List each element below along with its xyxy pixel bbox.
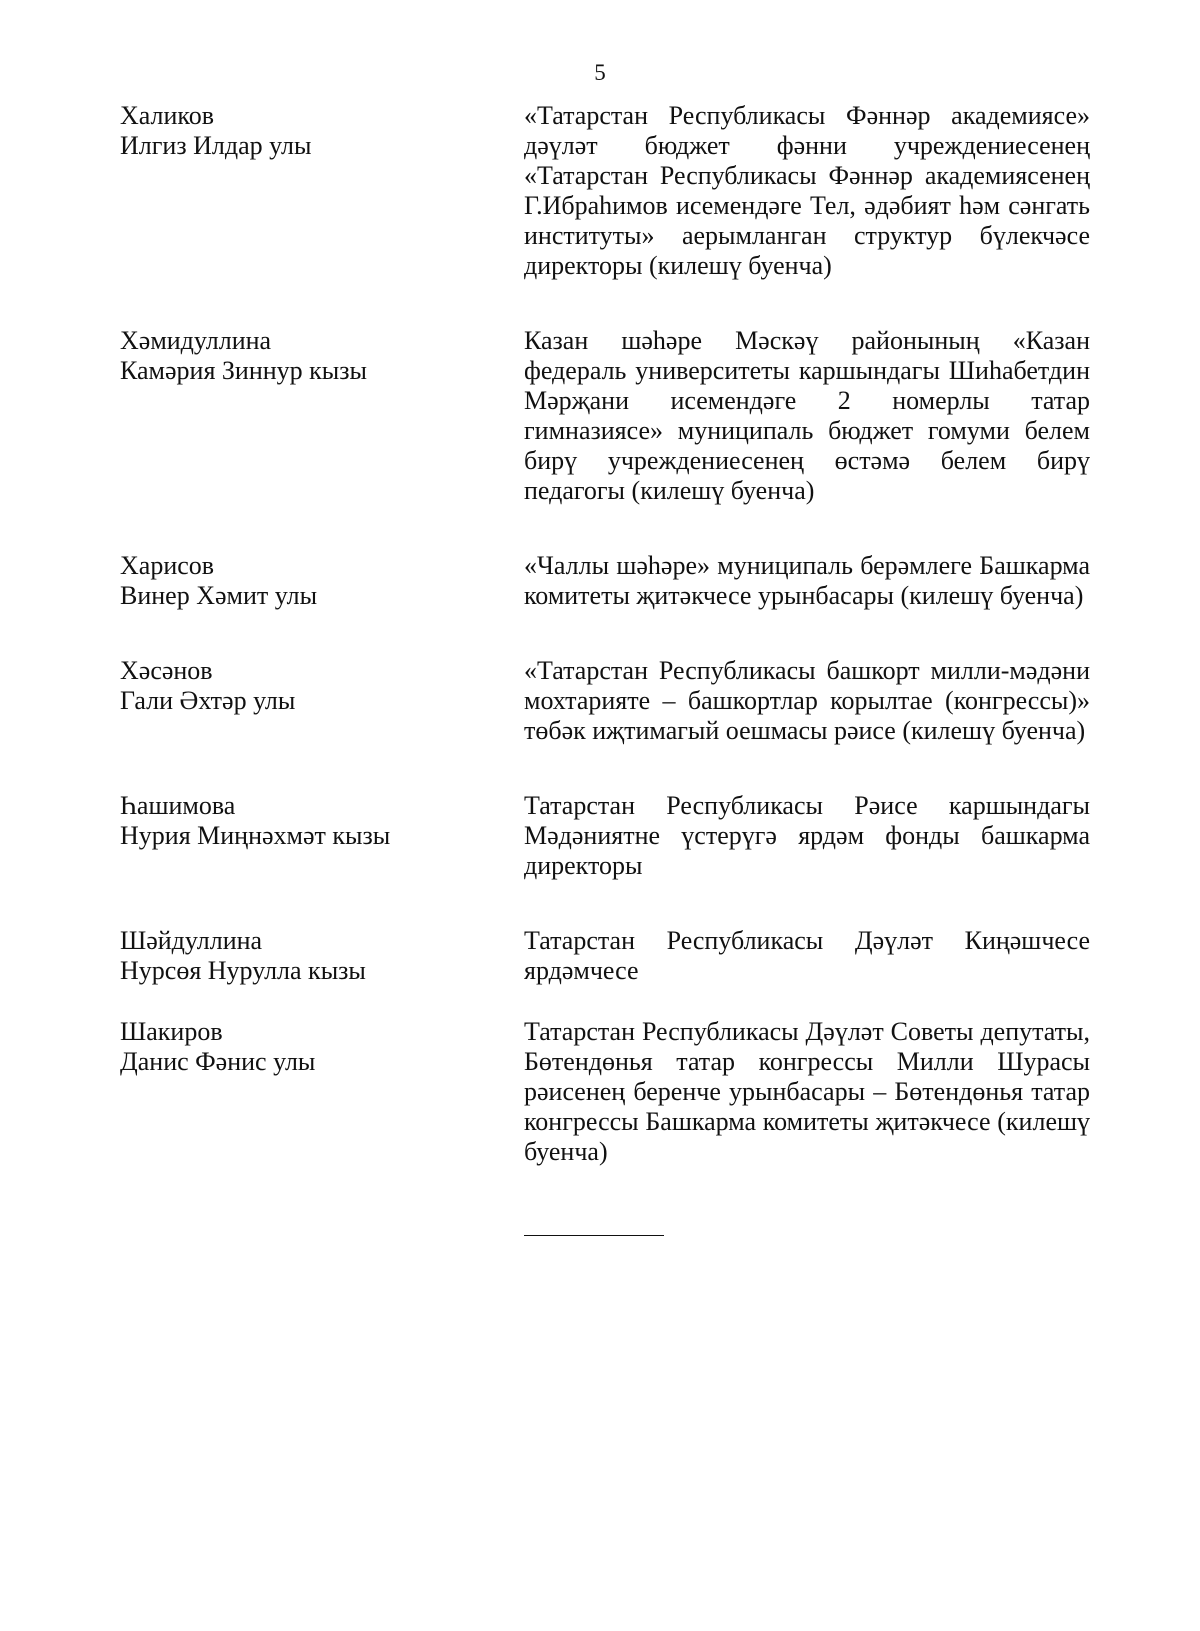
member-position: «Татарстан Республикасы Фәннәр академиясе» дәүләт бюджет фәнни учреждениесенең «Татарстан Республикасы Фәннәр академиясенең Г.Ибраһимов исемендәге Тел, әдәбият һәм сәнгать институты» аерымланган структур бүлекчәсе директоры (килешү буенча) <box>524 101 1090 280</box>
end-of-list-rule <box>524 1235 664 1236</box>
member-list <box>0 101 1200 1167</box>
member-given-names: Гали Әхтәр улы <box>120 686 296 715</box>
member-given-names: Нурия Миңнәхмәт кызы <box>120 821 391 850</box>
member-surname: Һашимова <box>120 791 236 820</box>
page-number: 5 <box>594 60 606 85</box>
member-given-names: Данис Фәнис улы <box>120 1047 316 1076</box>
member-position: Татарстан Республикасы Дәүләт Советы депутаты, Бөтендөнья татар конгрессы Милли Шурасы рәисенең беренче урынбасары – Бөтендөнья татар конгрессы Башкарма комитеты җитәкчесе (килешү буенча) <box>524 1017 1090 1166</box>
entry-spacer <box>0 506 1200 551</box>
member-name <box>120 791 500 851</box>
member-surname: Хәсәнов <box>120 656 213 685</box>
member-surname: Халиков <box>120 101 215 130</box>
member-name <box>120 101 500 161</box>
member-position: «Чаллы шәһәре» муниципаль берәмлеге Башкарма комитеты җитәкчесе урынбасары (килешү буенча) <box>524 551 1090 610</box>
member-entry <box>0 926 1200 986</box>
entry-spacer <box>0 881 1200 926</box>
member-position: Татарстан Республикасы Дәүләт Киңәшчесе ярдәмчесе <box>524 926 1090 985</box>
member-entry <box>0 791 1200 881</box>
entry-spacer <box>0 746 1200 791</box>
member-given-names: Винер Хәмит улы <box>120 581 318 610</box>
member-surname: Шакиров <box>120 1017 223 1046</box>
member-name <box>120 326 500 386</box>
member-name <box>120 926 500 986</box>
member-surname: Хәмидуллина <box>120 326 272 355</box>
member-entry <box>0 326 1200 506</box>
member-entry <box>0 101 1200 281</box>
entry-spacer <box>0 986 1200 1017</box>
member-name <box>120 656 500 716</box>
entry-spacer <box>0 611 1200 656</box>
member-surname: Харисов <box>120 551 215 580</box>
member-position: «Татарстан Республикасы башкорт милли-мәдәни мохтарияте – башкортлар корылтае (конгрессы)» төбәк иҗтимагый оешмасы рәисе (килешү буенча) <box>524 656 1090 745</box>
entry-spacer <box>0 281 1200 326</box>
member-given-names: Илгиз Илдар улы <box>120 131 312 160</box>
member-entry <box>0 1017 1200 1167</box>
member-entry <box>0 551 1200 611</box>
member-name <box>120 1017 500 1077</box>
member-position: Казан шәһәре Мәскәү районының «Казан федераль университеты каршындагы Шиһабетдин Мәрҗани исемендәге 2 номерлы татар гимназиясе» муниципаль бюджет гомуми белем бирү учреждениесенең өстәмә белем бирү педагогы (килешү буенча) <box>524 326 1090 505</box>
member-given-names: Нурсөя Нурулла кызы <box>120 956 366 985</box>
member-surname: Шәйдуллина <box>120 926 263 955</box>
member-entry <box>0 656 1200 746</box>
member-given-names: Камәрия Зиннур кызы <box>120 356 368 385</box>
member-position: Татарстан Республикасы Рәисе каршындагы Мәдәниятне үстерүгә ярдәм фонды башкарма директоры <box>524 791 1090 880</box>
member-name <box>120 551 500 611</box>
